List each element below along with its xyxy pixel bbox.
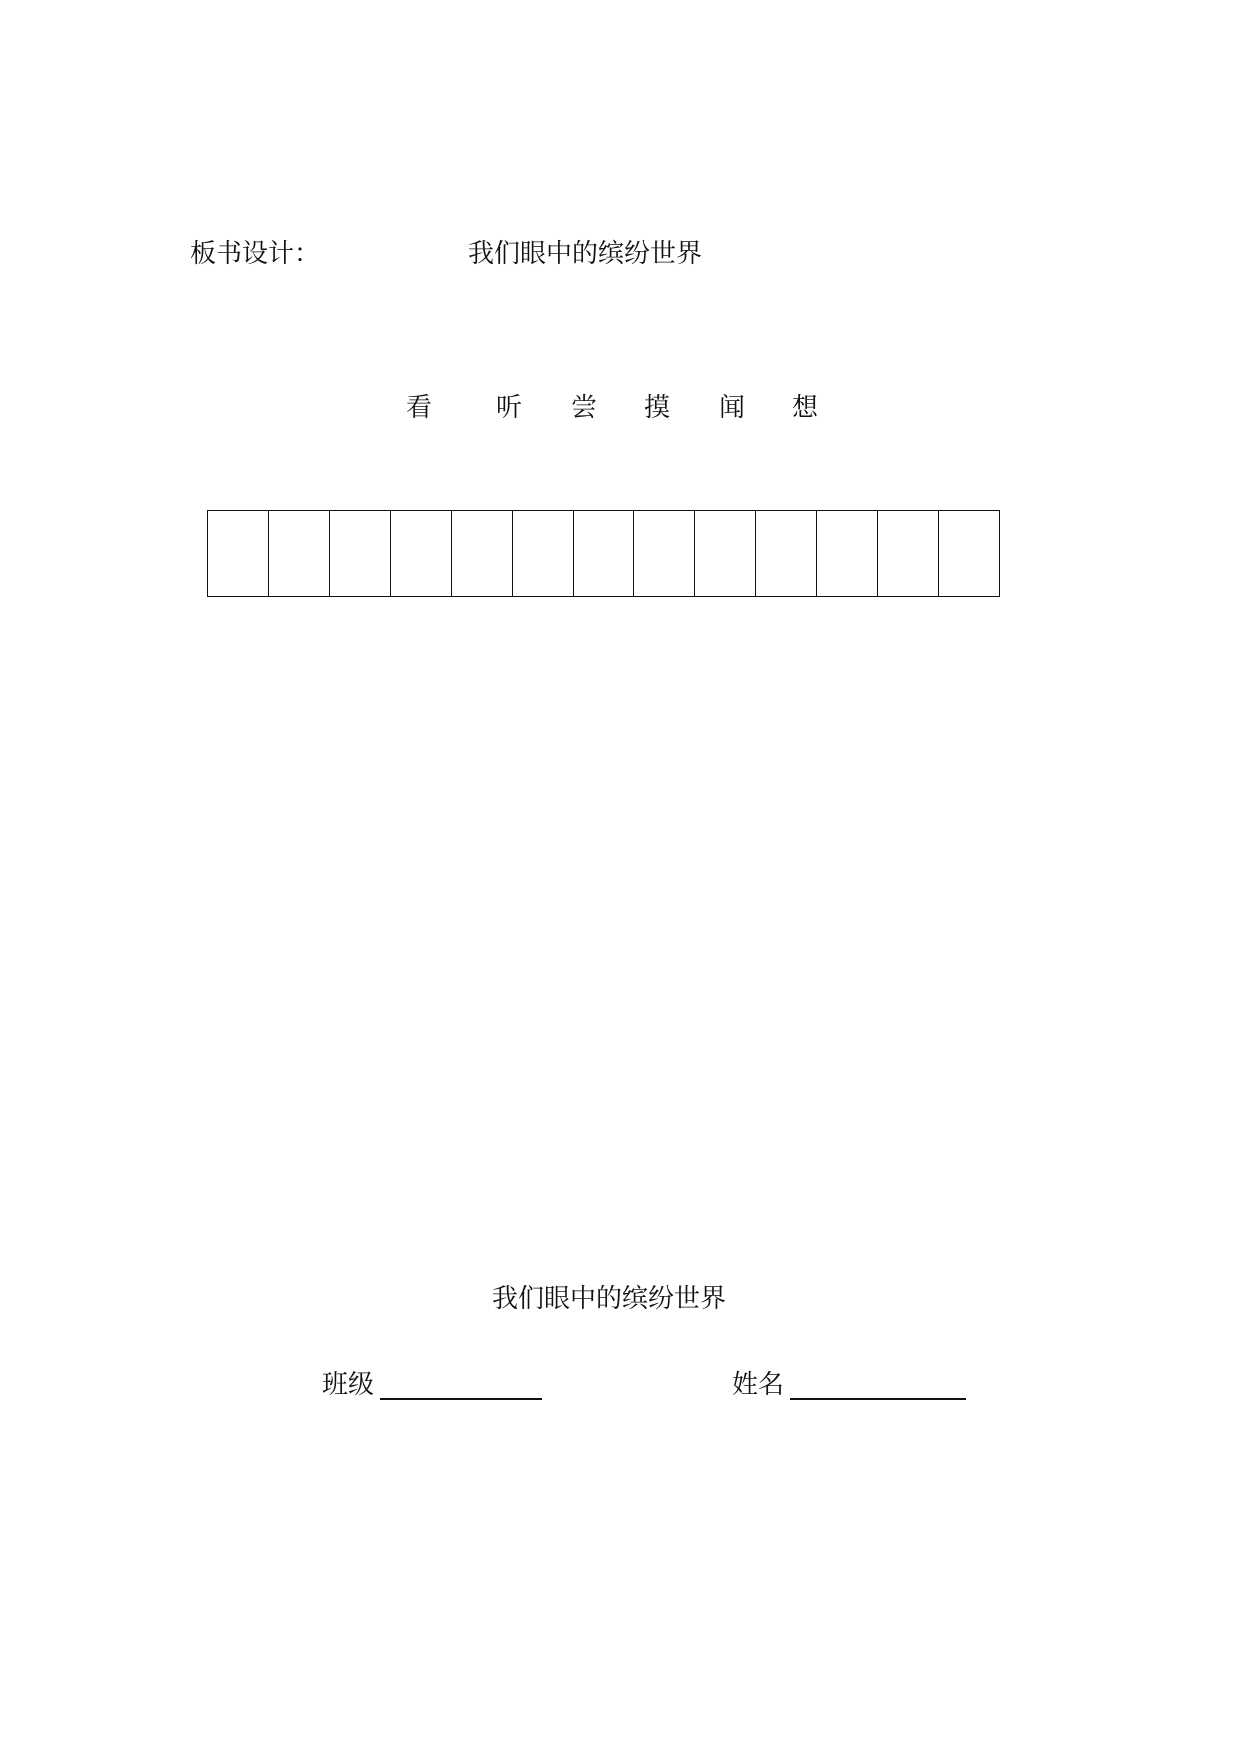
grid-cell <box>878 511 939 596</box>
name-blank-line <box>790 1398 966 1400</box>
grid-cell <box>452 511 513 596</box>
grid-cell <box>574 511 635 596</box>
grid-cell <box>269 511 330 596</box>
sense-touch: 摸 <box>644 393 671 423</box>
worksheet-title: 我们眼中的缤纷世界 <box>492 1284 727 1314</box>
grid-cell <box>756 511 817 596</box>
sense-smell: 闻 <box>719 393 746 423</box>
grid-cell <box>695 511 756 596</box>
board-design-title: 我们眼中的缤纷世界 <box>468 239 703 269</box>
grid-cell <box>939 511 999 596</box>
senses-row <box>406 392 826 428</box>
board-design-label: 板书设计： <box>190 239 321 269</box>
grid-cell <box>817 511 878 596</box>
grid-cell <box>391 511 452 596</box>
class-label: 班级 <box>322 1370 375 1400</box>
grid-cell <box>634 511 695 596</box>
grid-cell <box>330 511 391 596</box>
grid-cell <box>208 511 269 596</box>
sense-taste: 尝 <box>571 393 598 423</box>
grid-cell <box>513 511 574 596</box>
name-label: 姓名 <box>732 1370 785 1400</box>
sense-think: 想 <box>792 393 819 423</box>
sense-look: 看 <box>406 393 433 423</box>
class-blank-line <box>380 1398 542 1400</box>
writing-grid <box>207 510 1000 597</box>
sense-listen: 听 <box>496 393 523 423</box>
